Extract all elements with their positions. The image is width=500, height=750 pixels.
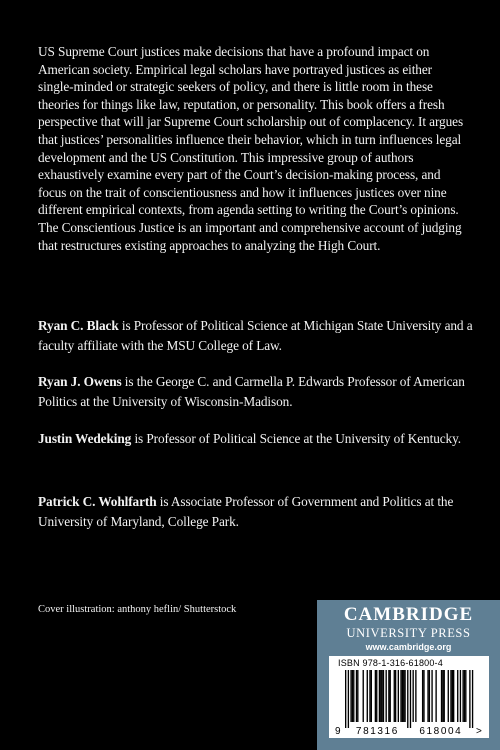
barcode-bar [395,670,396,722]
author-bio [38,492,478,531]
author-name: Ryan C. Black [38,318,119,333]
barcode-bar [348,670,349,728]
barcode-bar [404,670,405,722]
book-description: US Supreme Court justices make decisions that have a profound impact on American society. Empirical legal scholars have portrayed justices as either single-minded or strategic seekers of policy, and there is little room in these theories for things like law, reputation, or personality. This book offers a fresh perspective that will jar Supreme Court scholarship out of complacency. It argues that justices’ personalities influence their behavior, which in turn influences legal development and the US Constitution. This impressive group of authors exhaustively examine every part of the Court’s decision-making process, and focus on the trait of conscientiousness and how it influences justices over nine different empirical contexts, from agenda setting to writing the Court’s opinions. The Conscientious Justice is an important and comprehensive account of judging that restructures existing approaches to analyzing the High Court. [38,44,464,253]
barcode-digits: 9 [335,726,343,736]
barcode-bar [410,670,411,728]
barcode-bar [469,670,470,728]
author-bio-text: is Associate Professor of Government and Politics at the University of Maryland, College Park. [38,494,454,529]
barcode-digits: 781316 [355,726,399,736]
barcode-bar [460,670,461,722]
barcode-bar [379,670,380,722]
barcode-bar [380,670,381,722]
barcode-bar [435,670,436,722]
author-bio [38,316,478,355]
barcode-bar [441,670,442,722]
barcode-bar [352,670,353,722]
barcode-bar [450,670,451,722]
publisher-name: CAMBRIDGE [343,604,474,625]
barcode-bar [381,670,382,722]
barcode-bar [415,670,416,722]
barcode-bar [403,670,404,722]
barcode-bar [462,670,463,722]
barcode-bar [375,670,376,722]
barcode-bar [363,670,364,722]
barcode-bar [394,670,395,722]
publisher-subtitle: UNIVERSITY PRESS [346,626,471,640]
author-bio-text: is Professor of Political Science at Michigan State University and a faculty affiliate with the MSU College of Law. [38,318,473,353]
isbn-label: ISBN 978-1-316-61800-4 [338,658,443,668]
barcode-bar [457,670,458,722]
barcode-bar [453,670,454,722]
barcode-box [329,656,489,738]
author-bio [38,429,478,449]
barcode-bar [376,670,377,722]
cover-credit: Cover illustration: anthony heflin/ Shutterstock [38,604,237,615]
barcode-bar [345,670,346,728]
barcode-bar [369,670,370,722]
barcode-bar [452,670,453,722]
barcode-bar [422,670,423,722]
barcode-bar [353,670,354,722]
publisher-url: www.cambridge.org [365,642,452,652]
barcode-bar [464,670,465,722]
barcode-bar [357,670,358,722]
author-bio-text: is the George C. and Carmella P. Edwards Professor of American Politics at the University of Wisconsin-Madison. [38,374,465,409]
barcode-bar [350,670,351,722]
author-name: Ryan J. Owens [38,374,122,389]
barcode-bar [383,670,384,722]
barcode-bar [402,670,403,722]
barcode-bar [427,670,428,722]
barcode-bar [407,670,408,728]
barcode-bar [398,670,399,722]
barcode-bar [386,670,387,722]
barcode-bar [388,670,389,722]
author-bio-text: is Professor of Political Science at the University of Kentucky. [131,431,462,446]
barcode-bar [367,670,368,722]
barcode-bar [444,670,445,722]
barcode-bar [413,670,414,722]
barcode-bar [448,670,449,722]
author-name: Patrick C. Wohlfarth [38,494,157,509]
barcode-bar [431,670,432,722]
barcode-digits: 618004 [419,726,463,736]
barcode-bar [465,670,466,722]
barcode-bar [400,670,401,722]
barcode-digits: > [475,726,484,736]
author-name: Justin Wedeking [38,431,132,446]
author-bio [38,372,478,411]
barcode-icon [333,670,485,736]
barcode-bar [371,670,372,722]
barcode-bar [429,670,430,722]
barcode-bar [356,670,357,722]
barcode-bar [390,670,391,722]
barcode-bar [423,670,424,722]
barcode-bar [472,670,473,728]
barcode-bar [442,670,443,722]
